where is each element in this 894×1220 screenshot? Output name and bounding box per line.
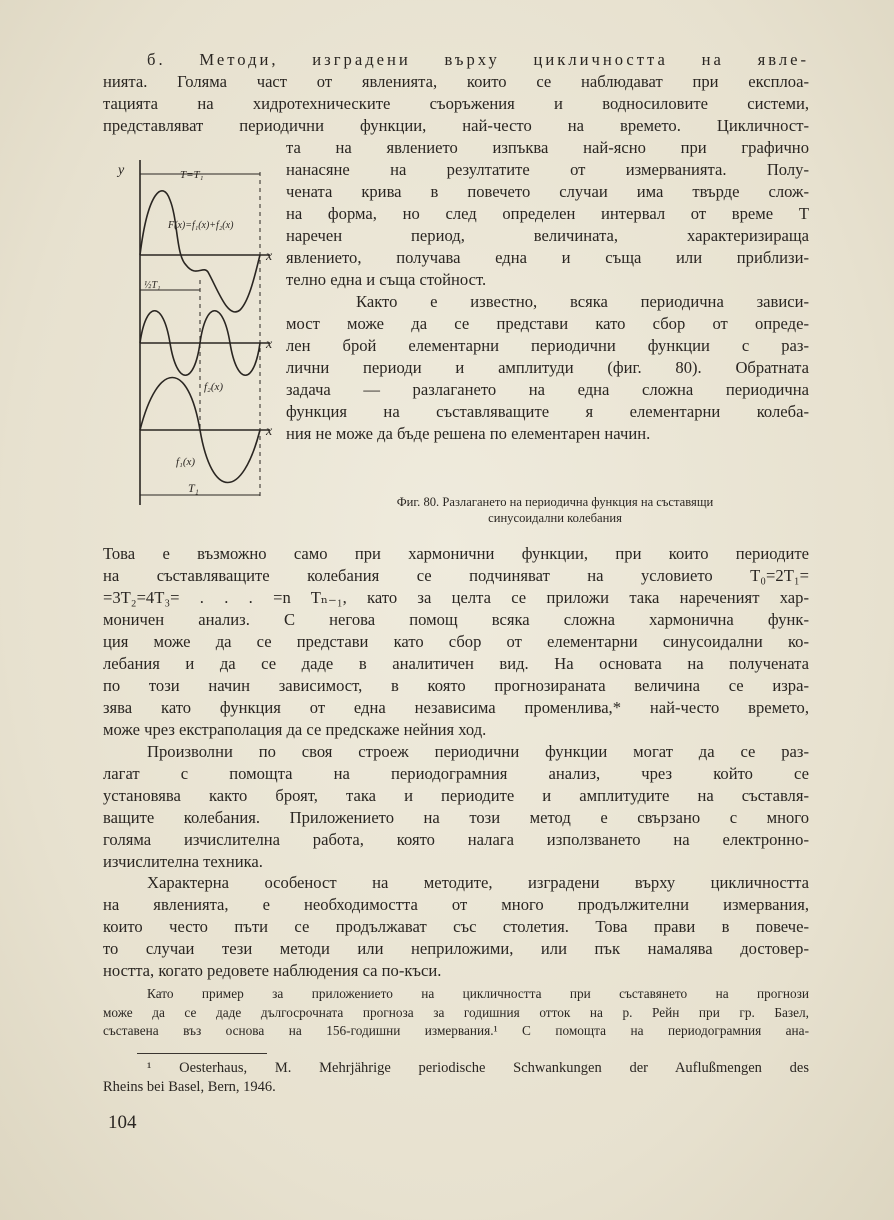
text-line: та на явлението изпъква най-ясно при графично bbox=[286, 138, 809, 157]
text-line: може да се даде дългосрочната прогноза за годишния отток на р. Рейн при гр. Базел, bbox=[103, 1004, 809, 1020]
text-line: нанасяне на резултатите от измерванията. Полу- bbox=[286, 160, 809, 179]
body-paragraph-1 bbox=[103, 543, 809, 741]
text-line: ция може да се представи като сбор от елементарни синусоидални ко- bbox=[103, 632, 809, 651]
text-line: моничен анализ. С негова помощ всяка сложна хармонична функ- bbox=[103, 610, 809, 629]
caption-line: Фиг. 80. Разлагането на периодична функция на съставящи bbox=[396, 495, 714, 509]
body-paragraph-3 bbox=[103, 872, 809, 982]
half-period-label: ½T₁ bbox=[144, 280, 161, 291]
text-line: изчислителна техника. bbox=[103, 852, 263, 871]
small-print-paragraph bbox=[103, 985, 809, 1041]
text-line: тацията на хидротехническите съоръжения и водносиловите системи, bbox=[103, 94, 809, 113]
text-line: задача — разлагането на една сложна периодична bbox=[286, 380, 809, 399]
text-line: чената крива в повечето случаи има твърде слож- bbox=[286, 182, 809, 201]
f2-label: f₂(x) bbox=[204, 381, 224, 393]
caption-line: синусоидални колебания bbox=[488, 511, 622, 525]
period-label: T=T₁ bbox=[180, 169, 204, 181]
text-line: ния не може да бъде решена по елементарен начин. bbox=[286, 424, 651, 443]
text-line: които често пъти се продължават със столетия. Това прави в повече- bbox=[103, 917, 809, 936]
figure-caption bbox=[300, 494, 810, 526]
page-number: 104 bbox=[108, 1112, 137, 1133]
figure-side-text bbox=[286, 137, 809, 445]
heading-paragraph bbox=[103, 49, 809, 137]
composite-curve-label: F(x)=f₁(x)+f₂(x) bbox=[168, 220, 234, 231]
text-line: б. Методи, изградени върху цикличността на явле- bbox=[147, 50, 809, 69]
body-paragraph-2 bbox=[103, 741, 809, 873]
text-line: по този начин зависимост, в която прогнозираната величина се изра- bbox=[103, 676, 809, 695]
text-line: Като пример за приложението на цикличността при съставянето на прогнози bbox=[147, 986, 809, 1001]
text-line: на съставляващите колебания се подчиняват на условието T₀=2T₁= bbox=[103, 566, 809, 585]
text-line: нията. Голяма част от явленията, които се наблюдават при експлоа- bbox=[103, 72, 809, 91]
text-line: лен брой елементарни периодични функции с раз- bbox=[286, 336, 809, 355]
x-axis-label: x bbox=[266, 424, 273, 439]
text-line: може чрез екстраполация да се предскаже нейния ход. bbox=[103, 720, 487, 739]
text-line: голяма изчислителна работа, която налага използването на електронно- bbox=[103, 830, 809, 849]
footnote-line: Rheins bei Basel, Bern, 1946. bbox=[103, 1079, 276, 1095]
x-axis-label: x bbox=[266, 337, 273, 352]
text-line: то случаи тези методи или неприложими, или пък намалява достовер- bbox=[103, 939, 809, 958]
text-line: Това е възможно само при хармонични функции, при които периодите bbox=[103, 544, 809, 563]
text-line: Както е известно, всяка периодична зависи- bbox=[356, 292, 809, 311]
text-line: на форма, но след определен интервал от време T bbox=[286, 204, 809, 223]
text-line: лични периоди и амплитуди (фиг. 80). Обратната bbox=[286, 358, 809, 377]
composite-wave-curve bbox=[140, 191, 260, 312]
figure-80-diagram bbox=[108, 160, 288, 510]
text-line: функция на съставляващите я елементарни колеба- bbox=[286, 402, 809, 421]
footnote bbox=[103, 1059, 809, 1097]
text-line: Произволни по своя строеж периодични функции могат да се раз- bbox=[147, 742, 809, 761]
footnote-rule bbox=[137, 1053, 267, 1054]
text-line: установява както броят, така и периодите и амплитудите на съставля- bbox=[103, 786, 809, 805]
text-line: телно една и съща стойност. bbox=[286, 270, 487, 289]
text-line: на явленията, е необходимостта от много продължителни измервания, bbox=[103, 895, 809, 914]
text-line: Характерна особеност на методите, изградени върху цикличността bbox=[147, 873, 809, 892]
text-line: представляват периодични функции, най-често на времето. Цикличност- bbox=[103, 116, 809, 135]
text-line: =3T₂=4T₃= . . . =n Tₙ₋₁, като за целта се приложи така нареченият хар- bbox=[103, 588, 809, 607]
y-axis-label: y bbox=[118, 163, 125, 178]
text-line: съставена въз основа на 156-годишни измервания.¹ С помощта на периодограмния ана- bbox=[103, 1023, 809, 1038]
text-line: наречен период, величината, характеризираща bbox=[286, 226, 809, 245]
x-axis-label: x bbox=[266, 249, 273, 264]
text-line: лебания и да се даде в аналитичен вид. На основата на получената bbox=[103, 654, 809, 673]
text-line: ността, когато редовете наблюдения са по-къси. bbox=[103, 961, 442, 980]
period-label-bottom: T₁ bbox=[188, 481, 199, 495]
text-line: ващите колебания. Приложението на този метод е свързано с много bbox=[103, 808, 809, 827]
footnote-line: ¹ Oesterhaus, M. Mehrjährige periodische Schwankungen der Auflußmengen des bbox=[147, 1060, 809, 1076]
text-line: зява като функция от една независима променлива,* най-често времето, bbox=[103, 698, 809, 717]
f1-label: f₁(x) bbox=[176, 456, 196, 468]
text-line: явлението, получава една и съща или приблизи- bbox=[286, 248, 809, 267]
text-line: лагат с помощта на периодограмния анализ, чрез който се bbox=[103, 764, 809, 783]
text-line: мост може да се представи като сбор от опреде- bbox=[286, 314, 809, 333]
